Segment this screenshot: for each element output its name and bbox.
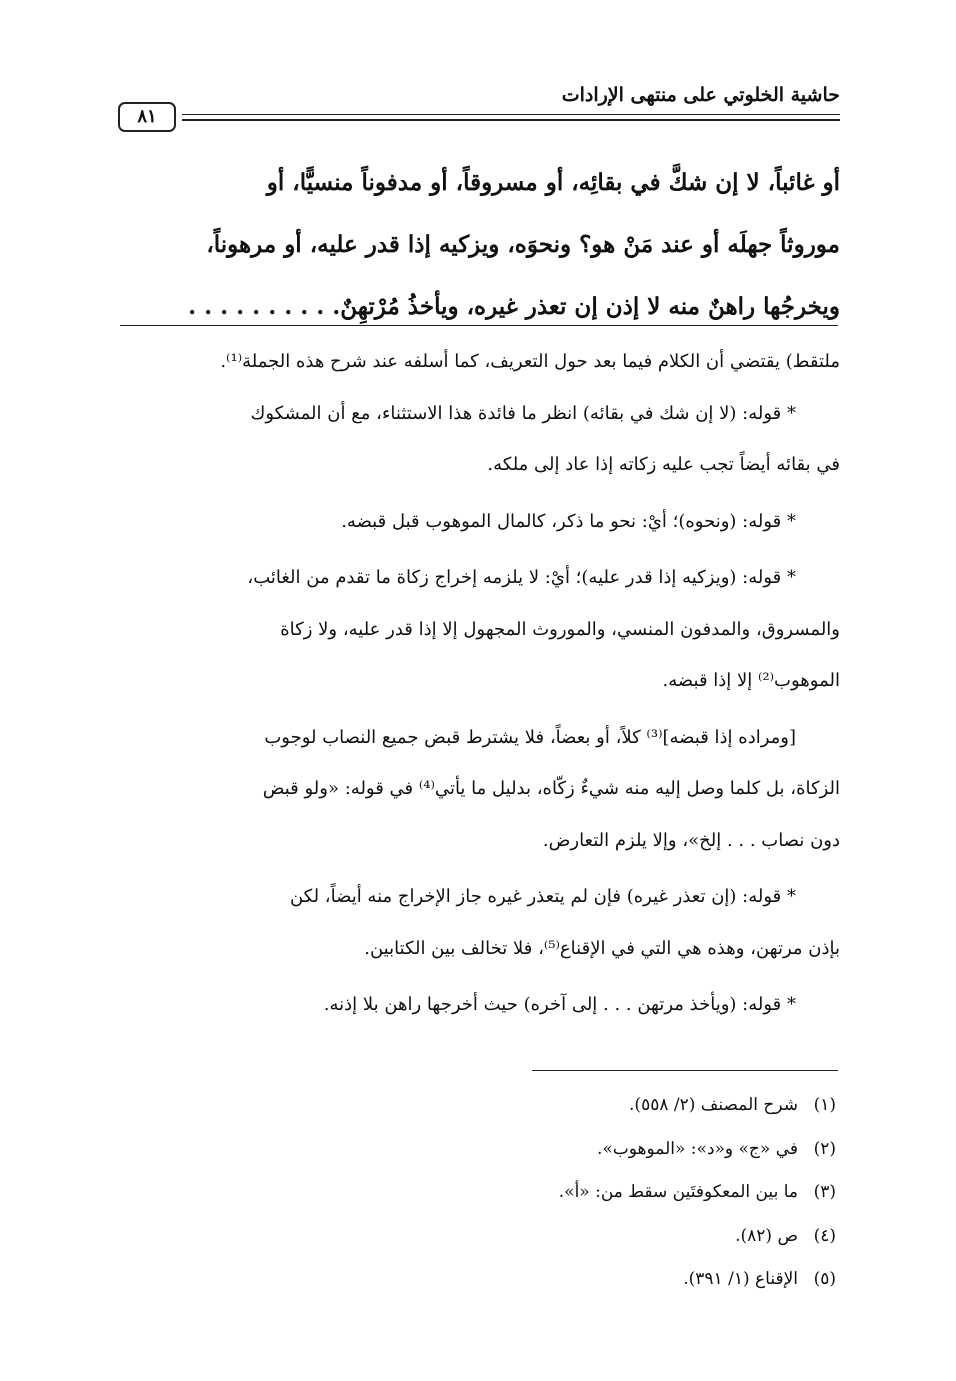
footnote: [416, 1258, 836, 1302]
commentary-line: * قوله: (لا إن شك في بقائه) انظر ما فائدة هذا الاستثناء، مع أن المشكوك: [250, 402, 796, 424]
footnote-number: (٣): [813, 1182, 836, 1202]
page-header: [118, 84, 840, 136]
commentary-line: * قوله: (إن تعذر غيره) فإن لم يتعذر غيره جاز الإخراج منه أيضاً، لكن: [289, 886, 796, 907]
footnotes: [416, 1084, 836, 1302]
commentary-line: الموهوب⁽²⁾ إلا إذا قبضه.: [662, 670, 840, 691]
footnote: [416, 1215, 836, 1259]
commentary-line: دون نصاب . . . إلخ»، وإلا يلزم التعارض.: [542, 829, 840, 851]
footnote: [416, 1084, 836, 1128]
commentary-line: ملتقط) يقتضي أن الكلام فيما بعد حول التعريف، كما أسلفه عند شرح هذه الجملة⁽¹⁾.: [220, 351, 840, 372]
commentary-line: والمسروق، والمدفون المنسي، والموروث المجهول إلا إذا قدر عليه، ولا زكاة: [280, 618, 840, 640]
commentary-line: * قوله: (ويزكيه إذا قدر عليه)؛ أيْ: لا يلزمه إخراج زكاة ما تقدم من الغائب،: [247, 567, 796, 588]
commentary-text: [120, 336, 840, 1031]
page-number: ٨١: [118, 102, 176, 132]
running-title: حاشية الخلوتي على منتهى الإرادات: [561, 84, 840, 106]
footnote-text: في «ج» و«د»: «الموهوب».: [596, 1138, 798, 1159]
footnote-number: (٥): [813, 1269, 836, 1289]
matn-line: موروثاً جهلَه أو عند مَنْ هو؟ ونحوَه، ويزكيه إذا قدر عليه، أو مرهوناً،: [206, 231, 840, 258]
matn-line: أو غائباً، لا إن شكَّ في بقائِه، أو مسروقاً، أو مدفوناً منسيًّا، أو: [266, 169, 840, 196]
commentary-line: بإذن مرتهن، وهذه هي التي في الإقناع⁽⁵⁾، فلا تخالف بين الكتابين.: [364, 937, 840, 959]
footnote-text: ص (٨٢).: [735, 1225, 798, 1246]
text-separator: [120, 325, 838, 326]
header-rule: [182, 114, 840, 115]
commentary-line: * قوله: (ويأخذ مرتهن . . . إلى آخره) حيث أخرجها راهن بلا إذنه.: [323, 994, 796, 1015]
commentary-line: في بقائه أيضاً تجب عليه زكاته إذا عاد إلى ملكه.: [487, 454, 840, 475]
footnote: [416, 1128, 836, 1172]
footnote-number: (٢): [813, 1138, 836, 1159]
commentary-line: [ومراده إذا قبضه]⁽³⁾ كلاً، أو بعضاً، فلا يشترط قبض جميع النصاب لوجوب: [264, 726, 796, 748]
footnote-text: شرح المصنف (٢/ ٥٥٨).: [629, 1095, 798, 1115]
footnote-text: ما بين المعكوفتَين سقط من: «أ».: [558, 1182, 798, 1202]
footnote-number: (٤): [813, 1225, 836, 1246]
matn-text: [120, 152, 840, 338]
footnote: [416, 1171, 836, 1215]
commentary-line: * قوله: (ونحوه)؛ أيْ: نحو ما ذكر، كالمال الموهوب قبل قبضه.: [341, 510, 796, 532]
header-rule-thick: [182, 119, 840, 121]
commentary-line: الزكاة، بل كلما وصل إليه منه شيءٌ زكّاه، بدليل ما يأتي⁽⁴⁾ في قوله: «ولو قبض: [262, 778, 840, 799]
footnote-rule: [532, 1070, 838, 1071]
footnote-text: الإقناع (١/ ٣٩١).: [683, 1269, 798, 1289]
matn-line: ويخرجُها راهنٌ منه لا إذن إن تعذر غيره، ويأخذُ مُرْتهِنٌ. . . . . . . . . .: [188, 293, 840, 320]
footnote-number: (١): [813, 1095, 836, 1115]
